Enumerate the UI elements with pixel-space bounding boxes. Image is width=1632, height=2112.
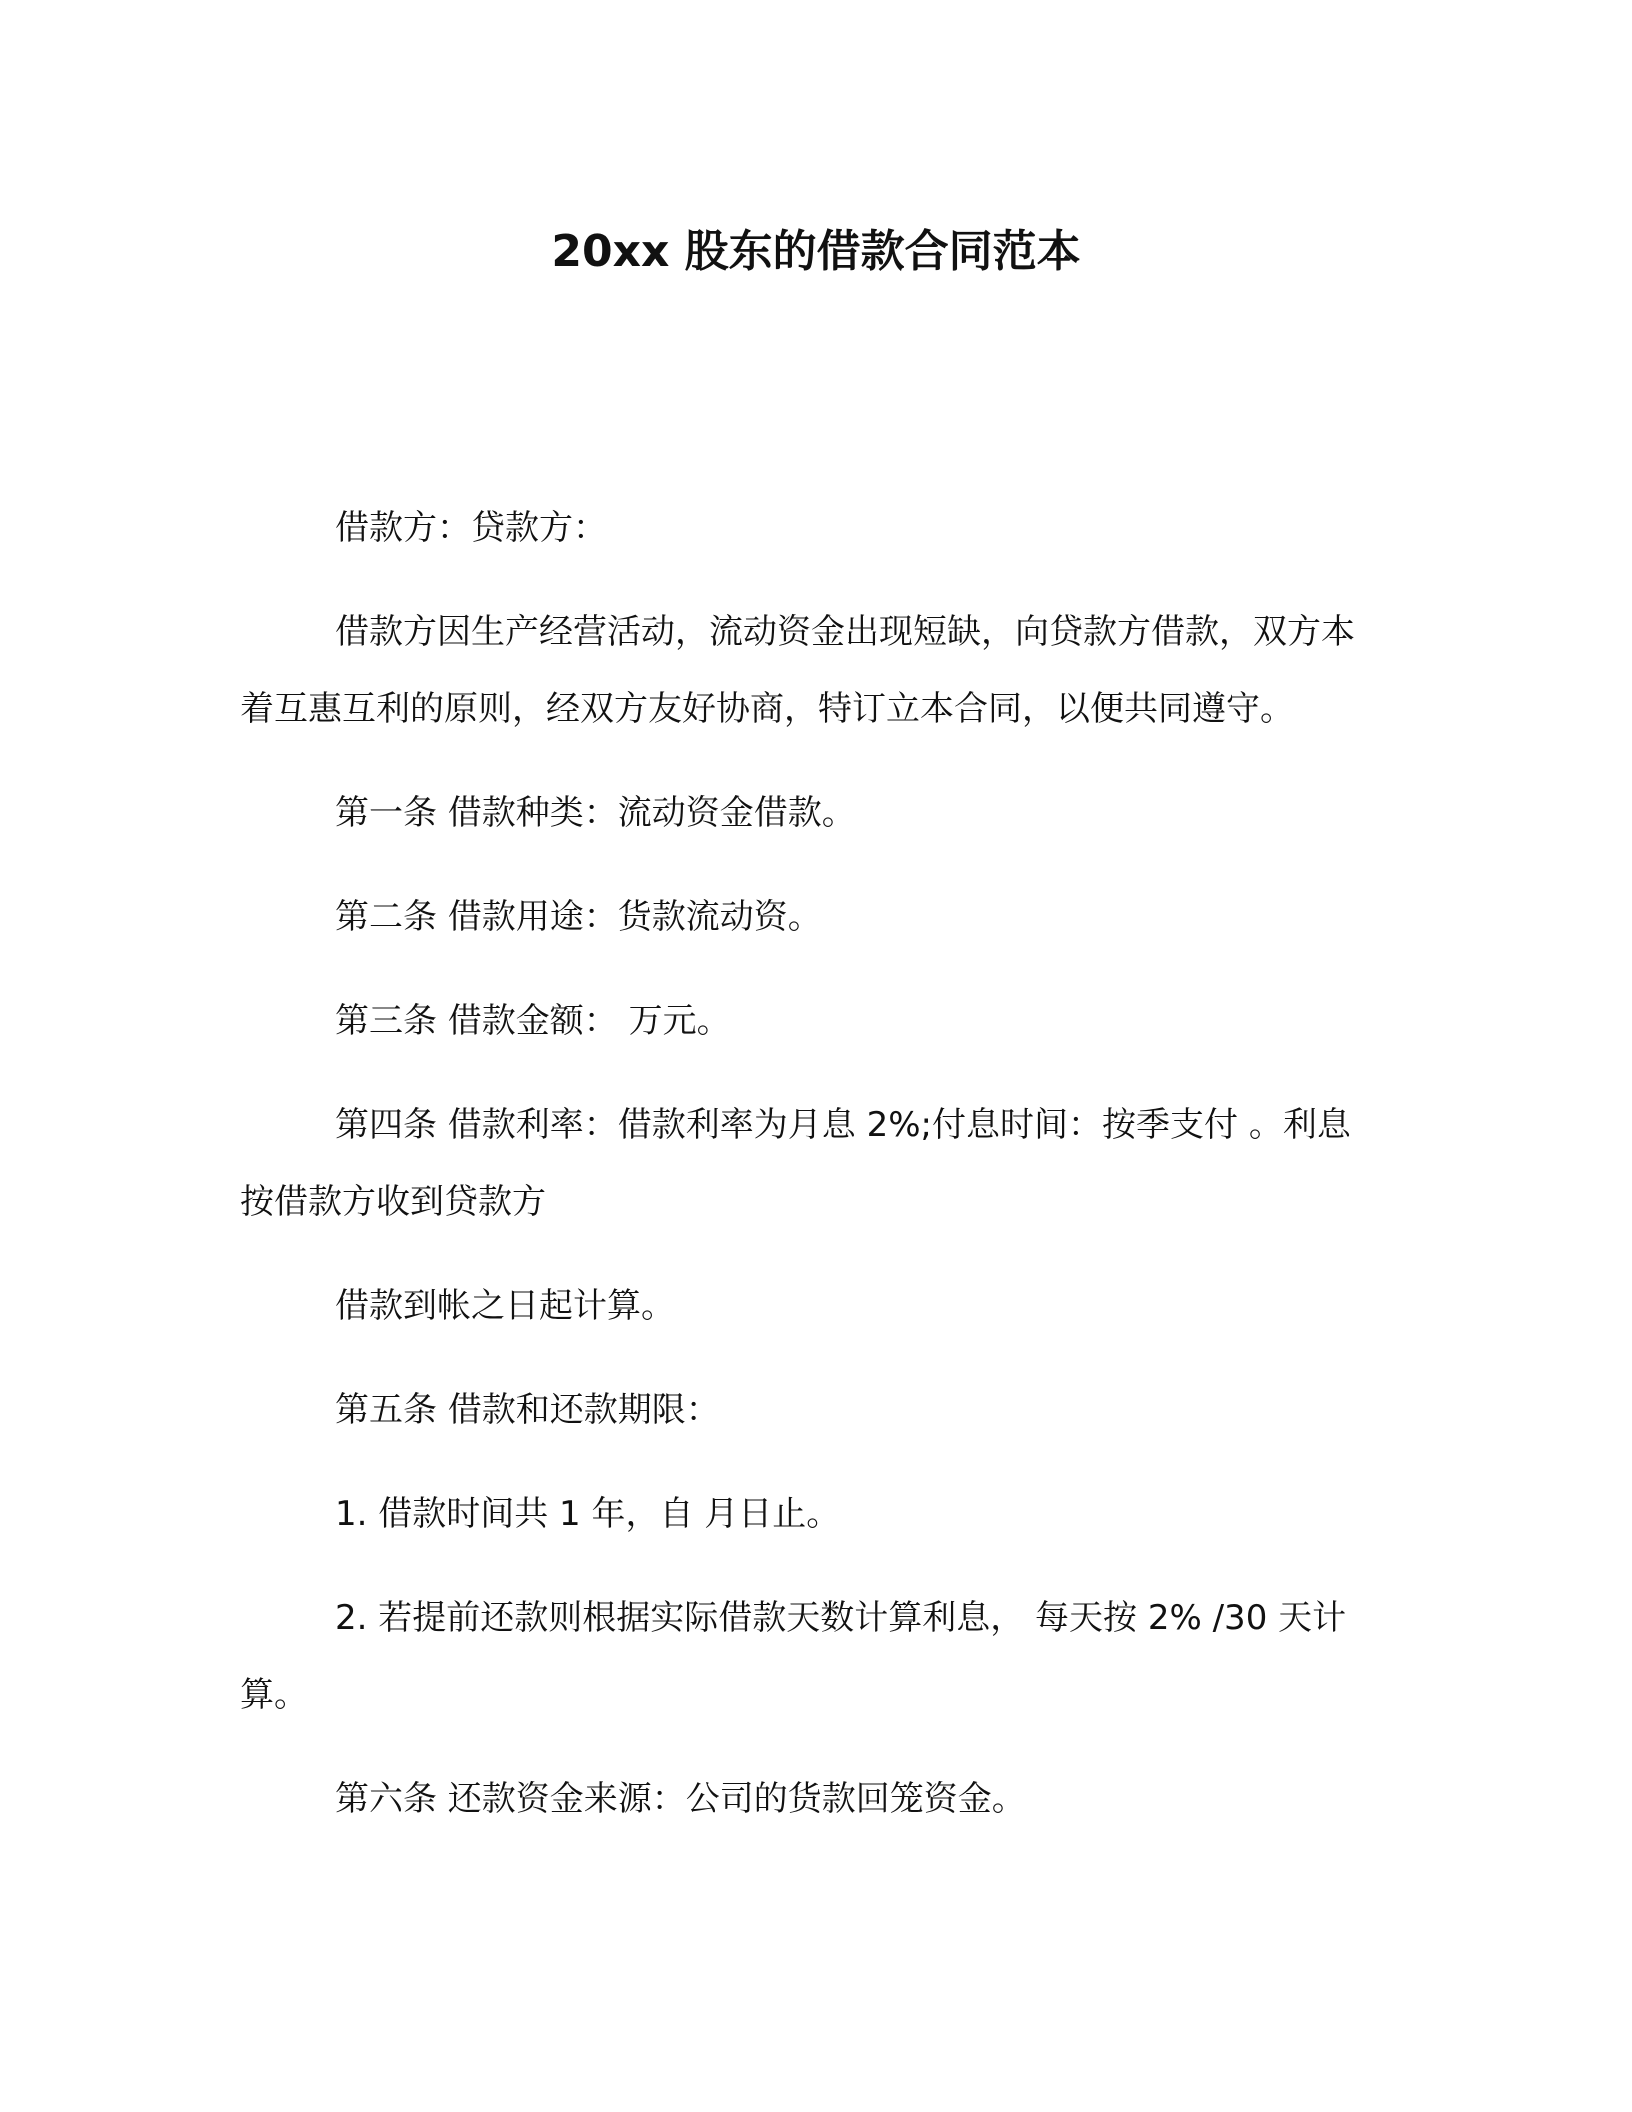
paragraph-article-2: 第二条 借款用途：货款流动资。: [335, 897, 822, 937]
paragraph-article-1: 第一条 借款种类：流动资金借款。: [335, 793, 856, 833]
paragraph-article-3: 第三条 借款金额： 万元。: [335, 1001, 731, 1041]
paragraph-article-5-item-1: 1. 借款时间共 1 年，自 月日止。: [335, 1494, 841, 1534]
paragraph-parties: 借款方：贷款方：: [335, 508, 607, 548]
document-body: [240, 490, 1380, 1865]
paragraph-article-5: 第五条 借款和还款期限：: [335, 1390, 720, 1430]
paragraph-article-6: 第六条 还款资金来源：公司的货款回笼资金。: [335, 1779, 1026, 1819]
paragraph-preamble: 借款方因生产经营活动，流动资金出现短缺，向贷款方借款，双方本着互惠互利的原则，经双方友好协商，特订立本合同，以便共同遵守。: [240, 612, 1355, 729]
document-title: 20xx 股东的借款合同范本: [551, 226, 1081, 277]
paragraph-article-4: 第四条 借款利率：借款利率为月息 2%;付息时间：按季支付 。利息按借款方收到贷款方: [240, 1105, 1351, 1222]
paragraph-article-5-item-2: 2. 若提前还款则根据实际借款天数计算利息， 每天按 2% /30 天计算。: [240, 1598, 1347, 1715]
paragraph-article-4-cont: 借款到帐之日起计算。: [335, 1286, 675, 1326]
